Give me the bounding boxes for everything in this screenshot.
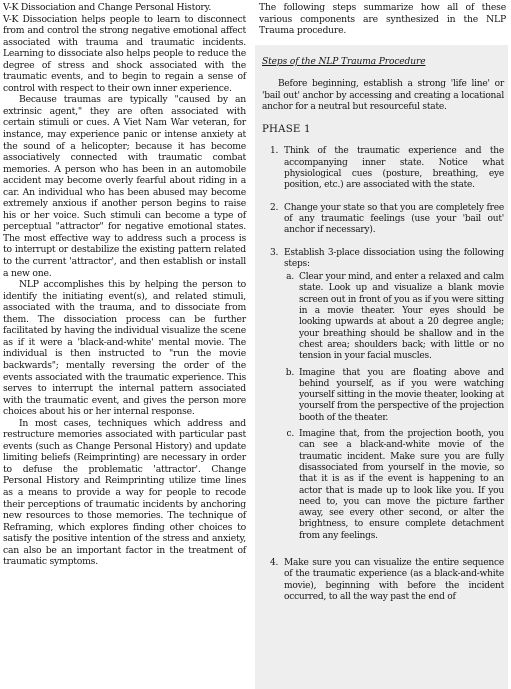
sub-step-text: Clear your mind, and enter a relaxed and calm state. Look up and visualize a blank movie screen out in front of you as if you were sitting in a movie theater. Your eyes should be looking upwards at about a 20 degree angle; your breathing should be shallow and in the chest area; shoulders back; with little or no tension in your facial muscles.	[299, 272, 504, 362]
procedure-intro: Before beginning, establish a strong 'life line' or 'bail out' anchor by accessing and creating a locational anchor for a neutral but resourceful state.	[262, 79, 504, 112]
body-paragraph: NLP accomplishes this by helping the person to identify the initiating event(s), and related stimuli, associated with the trauma, and to dissociate from them. The dissociation process can be further facilitated by having the individual visualize the scene as if it were a 'black-and-white' mental movie. The individual is then instructed to "run the movie backwards"; mentally reversing the order of the events associated with the traumatic experience. This serves to interrupt the internal pattern associated with the traumatic event, and gives the person more choices about his or her internal response.	[3, 279, 246, 418]
step-text: Make sure you can visualize the entire sequence of the traumatic experience (as a black-and-white movie), beginning with before the incident occurred, to all the way past the end of	[284, 557, 504, 602]
step-text: Establish 3-place dissociation using the following steps:	[284, 247, 504, 269]
paragraph-text: V-K Dissociation helps people to learn to disconnect from and control the strong negative emotional affect associated with trauma and traumatic incidents. Learning to dissociate also helps people to reduce the degree of stress and shock associated with the traumatic events, and to begin to regain a sense of control with respect to their own inner experience.	[3, 13, 246, 94]
procedure-step	[262, 248, 504, 547]
step-number: 2.	[270, 202, 279, 213]
step-text: Think of the traumatic experience and the accompanying inner state. Notice what physiological cues (posture, breathing, eye position, etc.) are associated with the state.	[284, 146, 504, 191]
body-paragraph: Because traumas are typically "caused by an extrinsic agent," they are often associated with certain stimuli or cues. A Viet Nam War veteran, for instance, may experience panic or intense anxiety at the sound of a helicopter; because it has become associatively connected with traumatic combat memories. A person who has been in an automobile accident may become overly fearful about riding in a car. An individual who has been abused may become extremely anxious if another person begins to raise his or her voice. Such stimuli can become a type of perceptual "attractor" for negative emotional states. The most effective way to address such a process is to interrupt or destabilize the existing pattern related to the current 'attractor', and then establish or install a new one.	[3, 94, 246, 279]
procedure-step	[262, 146, 504, 191]
sub-step-letter: b.	[285, 367, 294, 378]
body-paragraph	[3, 2, 246, 94]
procedure-title: Steps of the NLP Trauma Procedure	[262, 57, 426, 67]
sub-step-text: Imagine that you are floating above and behind yourself, as if you were watching yourself sitting in the movie theater, looking at yourself from the perspective of the projection booth of the theater.	[299, 367, 504, 423]
procedure-step	[262, 203, 504, 237]
procedure-step	[262, 558, 504, 603]
right-column	[255, 2, 508, 602]
left-column	[3, 2, 246, 568]
sub-step-letter: a.	[286, 272, 294, 283]
sub-step	[284, 368, 504, 424]
procedure-box	[255, 45, 508, 689]
sub-step-letter: c.	[286, 429, 294, 440]
section-heading: V-K Dissociation and Change Personal History.	[3, 2, 212, 13]
phase-heading: PHASE 1	[262, 124, 311, 136]
step-number: 1.	[270, 146, 279, 157]
step-number: 4.	[270, 557, 279, 568]
step-content	[284, 248, 504, 547]
sub-step	[284, 272, 504, 362]
sub-step	[284, 429, 504, 542]
step-number: 3.	[270, 247, 279, 258]
step-text: Change your state so that you are completely free of any traumatic feelings (use your 'bail out' anchor if necessary).	[284, 202, 504, 236]
sub-step-text: Imagine that, from the projection booth, you can see a black-and-white movie of the traumatic incident. Make sure you are fully disassociated from yourself in the movie, so that it is as if the event is happening to an actor that is made up to look like you. If you need to, you can move the picture farther away, see every other second, or alter the brightness, to ensure complete detachment from any feelings.	[299, 429, 504, 541]
intro-paragraph: The following steps summarize how all of these various components are synthesized in the NLP Trauma procedure.	[259, 2, 506, 37]
body-paragraph: In most cases, techniques which address and restructure memories associated with particular past events (such as Change Personal History) and update limiting beliefs (Reimprinting) are necessary in order to defuse the problematic 'attractor'. Change Personal History and Reimprinting utilize time lines as a means to provide a way for people to recode their perceptions of traumatic incidents by anchoring new resources to those memories. The technique of Reframing, which explores finding other choices to satisfy the positive intention of the stress and anxiety, can also be an important factor in the treatment of traumatic symptoms.	[3, 417, 246, 568]
